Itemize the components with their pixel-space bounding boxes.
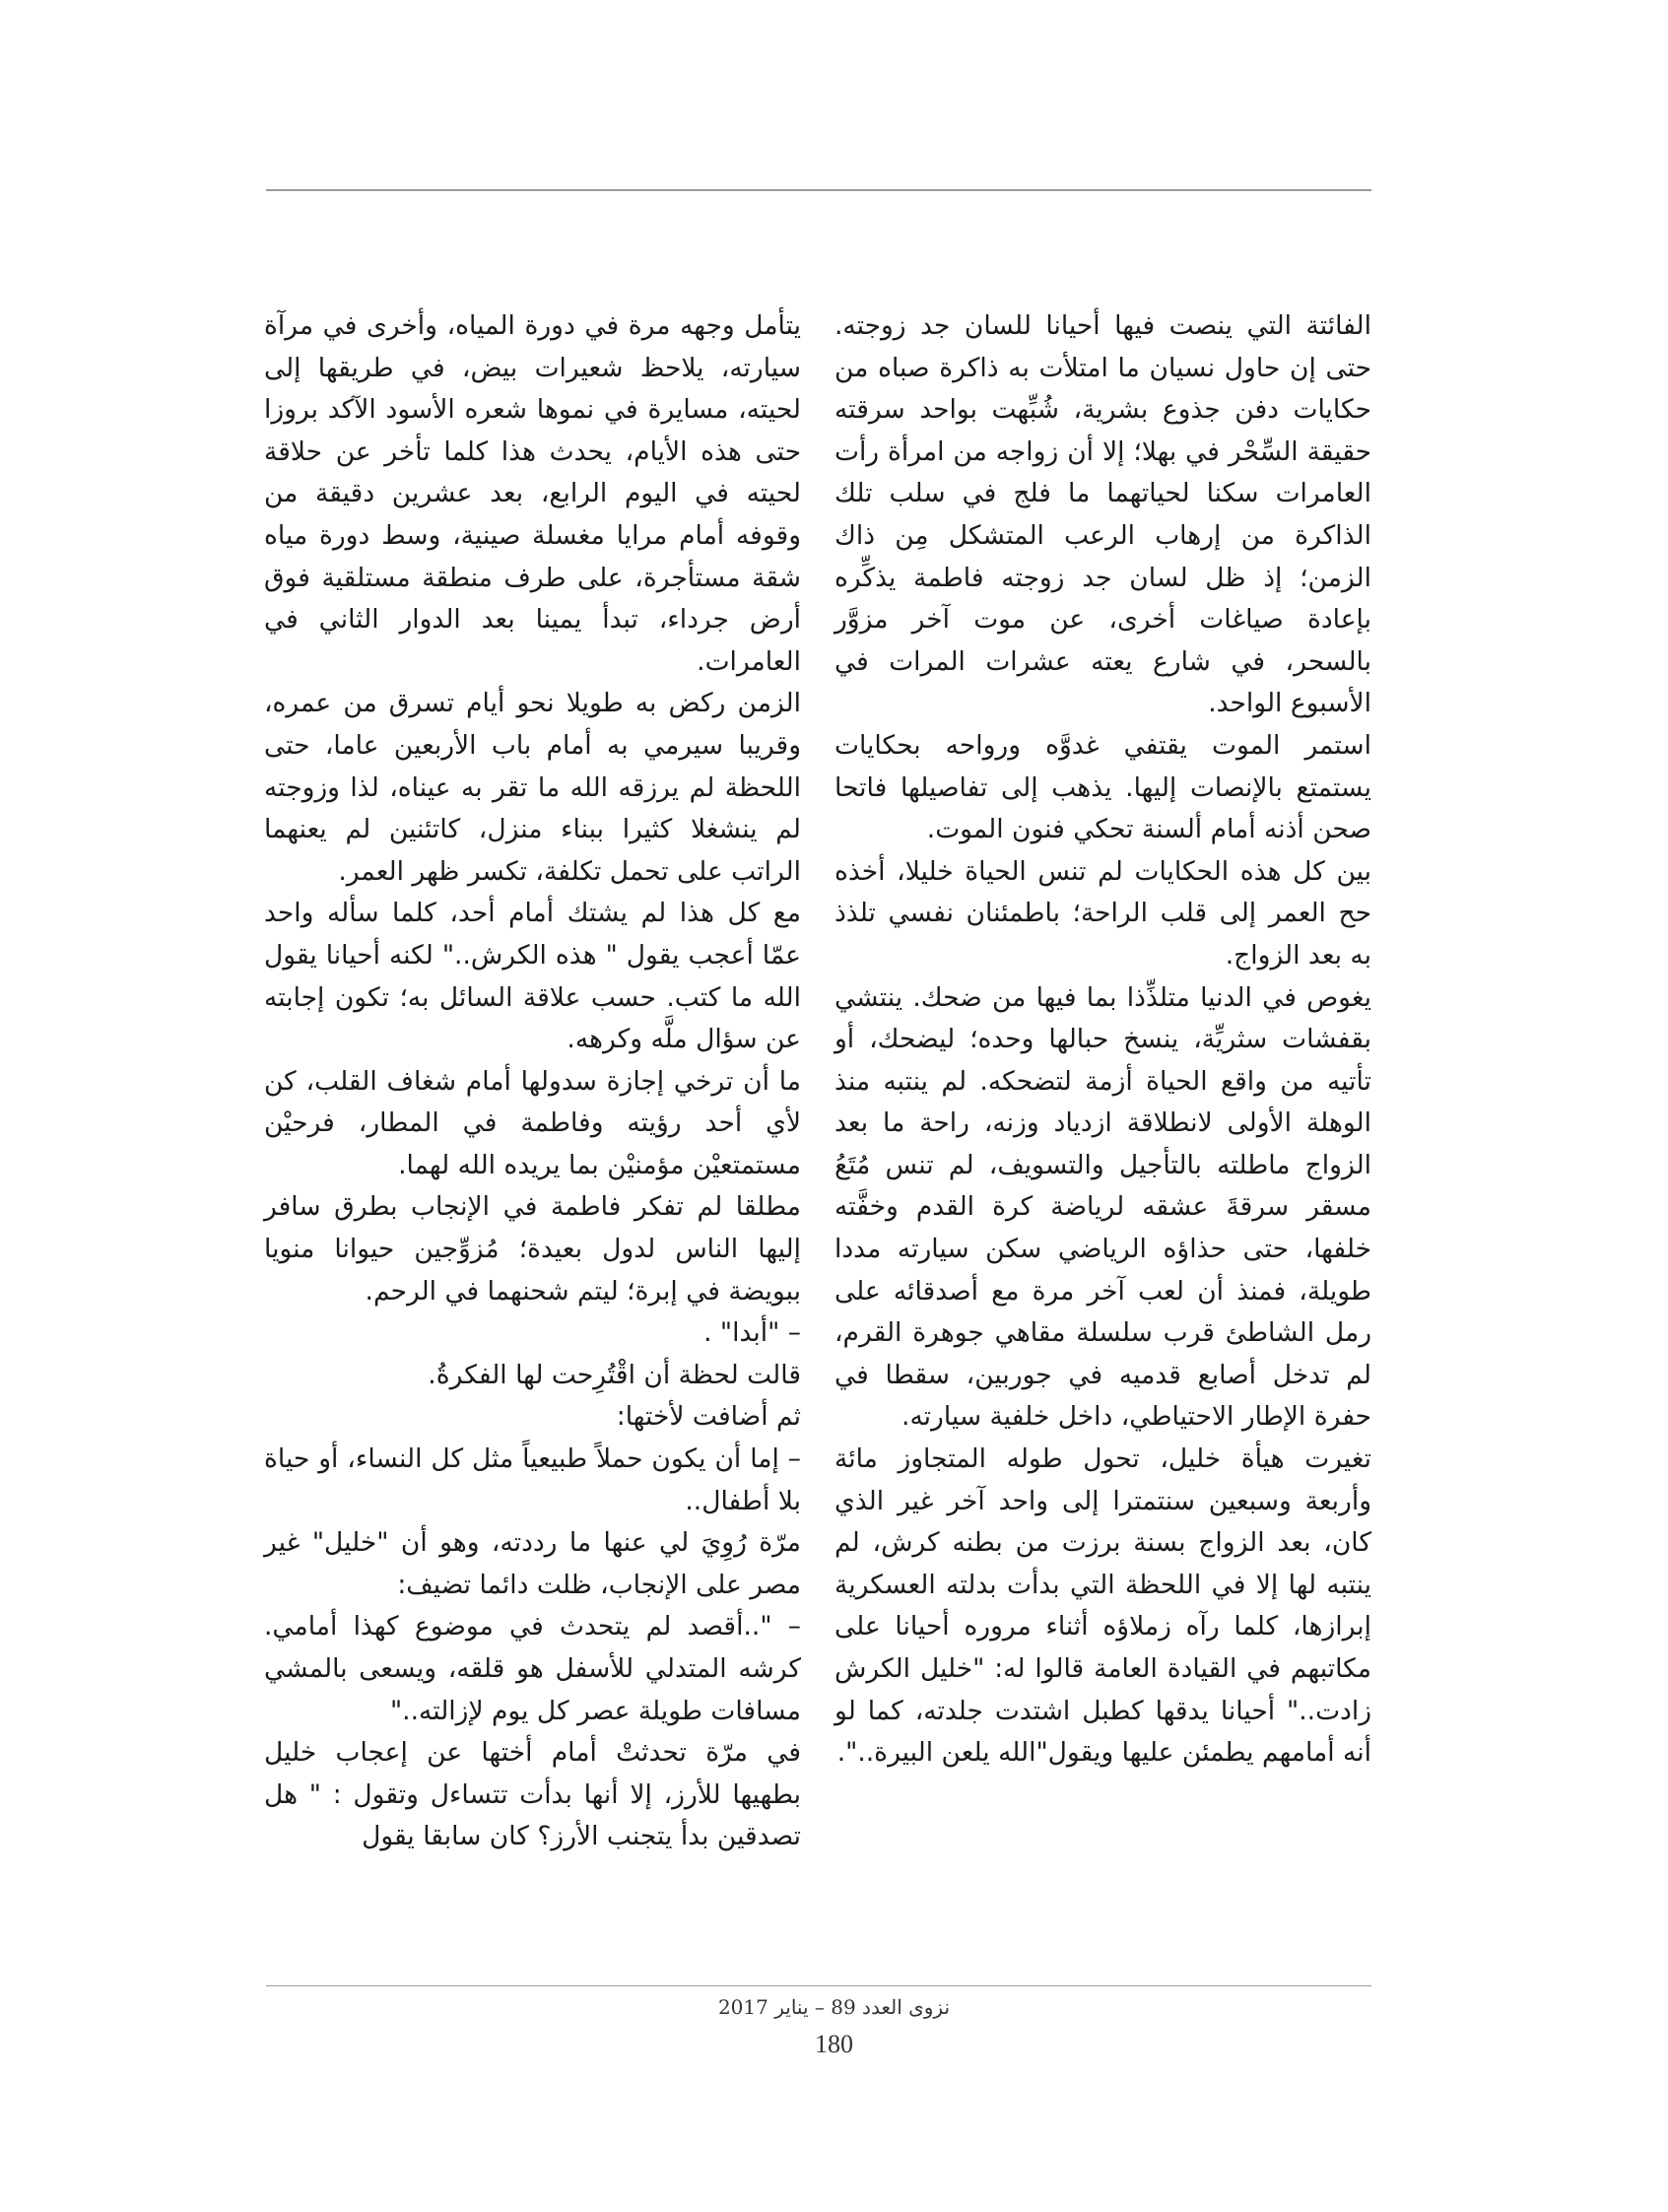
article-column-left bbox=[264, 305, 801, 1980]
bottom-rule bbox=[266, 1985, 1371, 1986]
paragraph: مع كل هذا لم يشتك أمام أحد، كلما سأله واحد عمّا أعجب يقول " هذه الكرش.." لكنه أحيانا يقول الله ما كتب. حسب علاقة السائل به؛ تكون إجابته عن سؤال ملَّه وكرهه. bbox=[264, 898, 801, 1055]
paragraph: تغيرت هيأة خليل، تحول طوله المتجاوز مائة وأربعة وسبعين سنتمترا إلى واحد آخر غير الذي كان، بعد الزواج بسنة برزت من بطنه كرش، لم ينتبه لها إلا في اللحظة التي بدأت بدلته العسكرية إبرازها، كلما رآه زملاؤه أثناء مروره أحيانا على مكاتبهم في القيادة العامة قالوا له: "خليل الكرش زادت.." أحيانا يدقها كطبل اشتدت جلدته، كما لو أنه أمامهم يطمئن عليها ويقول"الله يلعن البيرة..". bbox=[834, 1443, 1371, 1769]
paragraph: استمر الموت يقتفي غدوَّه ورواحه بحكايات يستمتع بالإنصات إليها. يذهب إلى تفاصيلها فاتحا صحن أذنه أمام ألسنة تحكي فنون الموت. bbox=[834, 729, 1371, 845]
paragraph: الفائتة التي ينصت فيها أحيانا للسان جد زوجته. حتى إن حاول نسيان ما امتلأت به ذاكرة صباه من حكايات دفن جذوع بشرية، شُبِّهت بواحد سرقته حقيقة السِّحْر في بهلا؛ إلا أن زواجه من امرأة رأت العامرات سكنا لحياتهما ما فلج في سلب تلك الذاكرة من إرهاب الرعب المتشكل مِن ذاك الزمن؛ إذ ظل لسان جد زوجته فاطمة يذكِّره بإعادة صياغات أخرى، عن موت آخر مزوَّر بالسحر، في شارع يعته عشرات المرات في الأسبوع الواحد. bbox=[834, 310, 1371, 719]
top-rule bbox=[266, 189, 1371, 191]
paragraph: يتأمل وجهه مرة في دورة المياه، وأخرى في مرآة سيارته، يلاحظ شعيرات بيض، في طريقها إلى لحيته، مسايرة في نموها شعره الأسود الآكد بروزا حتى هذه الأيام، يحدث هذا كلما تأخر عن حلاقة لحيته في اليوم الرابع، بعد عشرين دقيقة من وقوفه أمام مرايا مغسلة صينية، وسط دورة مياه شقة مستأجرة، على طرف منطقة مستلقية فوق أرض جرداء، تبدأ يمينا بعد الدوار الثاني في العامرات. bbox=[264, 310, 801, 677]
page-number: 180 bbox=[815, 2030, 853, 2058]
dialogue-line: – "أبدا" . bbox=[703, 1317, 801, 1349]
paragraph: بين كل هذه الحكايات لم تنس الحياة خليلا، أخذه حح العمر إلى قلب الراحة؛ باطمئنان نفسي تلذذ به بعد الزواج. bbox=[834, 855, 1371, 971]
article-column-right bbox=[834, 305, 1371, 1980]
paragraph: ثم أضافت لأختها: bbox=[616, 1401, 801, 1433]
dialogue-paragraph: – إما أن يكون حملاً طبيعياً مثل كل النساء، أو حياة بلا أطفال.. bbox=[264, 1443, 801, 1516]
paragraph: مطلقا لم تفكر فاطمة في الإنجاب بطرق سافر إليها الناس لدول بعيدة؛ مُزوِّجين حيوانا منويا ببويضة في إبرة؛ ليتم شحنهما في الرحم. bbox=[264, 1191, 801, 1307]
paragraph: في مرّة تحدثتْ أمام أختها عن إعجاب خليل بطهيها للأرز، إلا أنها بدأت تتساءل وتقول : " هل تصدقين بدأ يتجنب الأرز؟ كان سابقا يقول bbox=[264, 1737, 801, 1852]
paragraph: الزمن ركض به طويلا نحو أيام تسرق من عمره، وقريبا سيرمي به أمام باب الأربعين عاما، حتى اللحظة لم يرزقه الله ما تقر به عيناه، لذا وزوجته لم ينشغلا كثيرا ببناء منزل، كاتئنين لم يعنهما الراتب على تحمل تكلفة، تكسر ظهر العمر. bbox=[264, 688, 801, 887]
paragraph: ما أن ترخي إجازة سدولها أمام شغاف القلب، كن لأي أحد رؤيته وفاطمة في المطار، فرحيْن مستمتعيْن مؤمنيْن بما يريده الله لهما. bbox=[264, 1065, 801, 1180]
issue-line: نزوى العدد 89 – يناير 2017 bbox=[717, 1995, 951, 2019]
paragraph: يغوص في الدنيا متلذِّذا بما فيها من ضحك. ينتشي بقفشات سثريِّة، ينسخ حبالها وحده؛ ليضحك، أو تأتيه من واقع الحياة أزمة لتضحكه. لم ينتبه منذ الوهلة الأولى لانطلاقة ازدياد وزنه، راحة ما بعد الزواج ماطلته بالتأجيل والتسويف، لم تنس مُتَعُ مسقر سرقةَ عشقه لرياضة كرة القدم وخفَّته خلفها، حتى حذاؤه الرياضي سكن سيارته مددا طويلة، فمنذ أن لعب آخر مرة مع أصدقائه على رمل الشاطئ قرب سلسلة مقاهي جوهرة القرم، لم تدخل أصابع قدميه في جوربين، سقطا في حفرة الإطار الاحتياطي، داخل خلفية سيارته. bbox=[834, 981, 1371, 1433]
paragraph: مرّة رُوِيَ لي عنها ما رددته، وهو أن "خليل" غير مصر على الإنجاب، ظلت دائما تضيف: bbox=[264, 1527, 801, 1600]
paragraph: قالت لحظة أن اقْتُرِحت لها الفكرةُ. bbox=[428, 1359, 801, 1390]
dialogue-paragraph: – "..أقصد لم يتحدث في موضوع كهذا أمامي. كرشه المتدلي للأسفل هو قلقه، ويسعى بالمشي مسافات طويلة عصر كل يوم لإزالته.." bbox=[264, 1611, 801, 1726]
